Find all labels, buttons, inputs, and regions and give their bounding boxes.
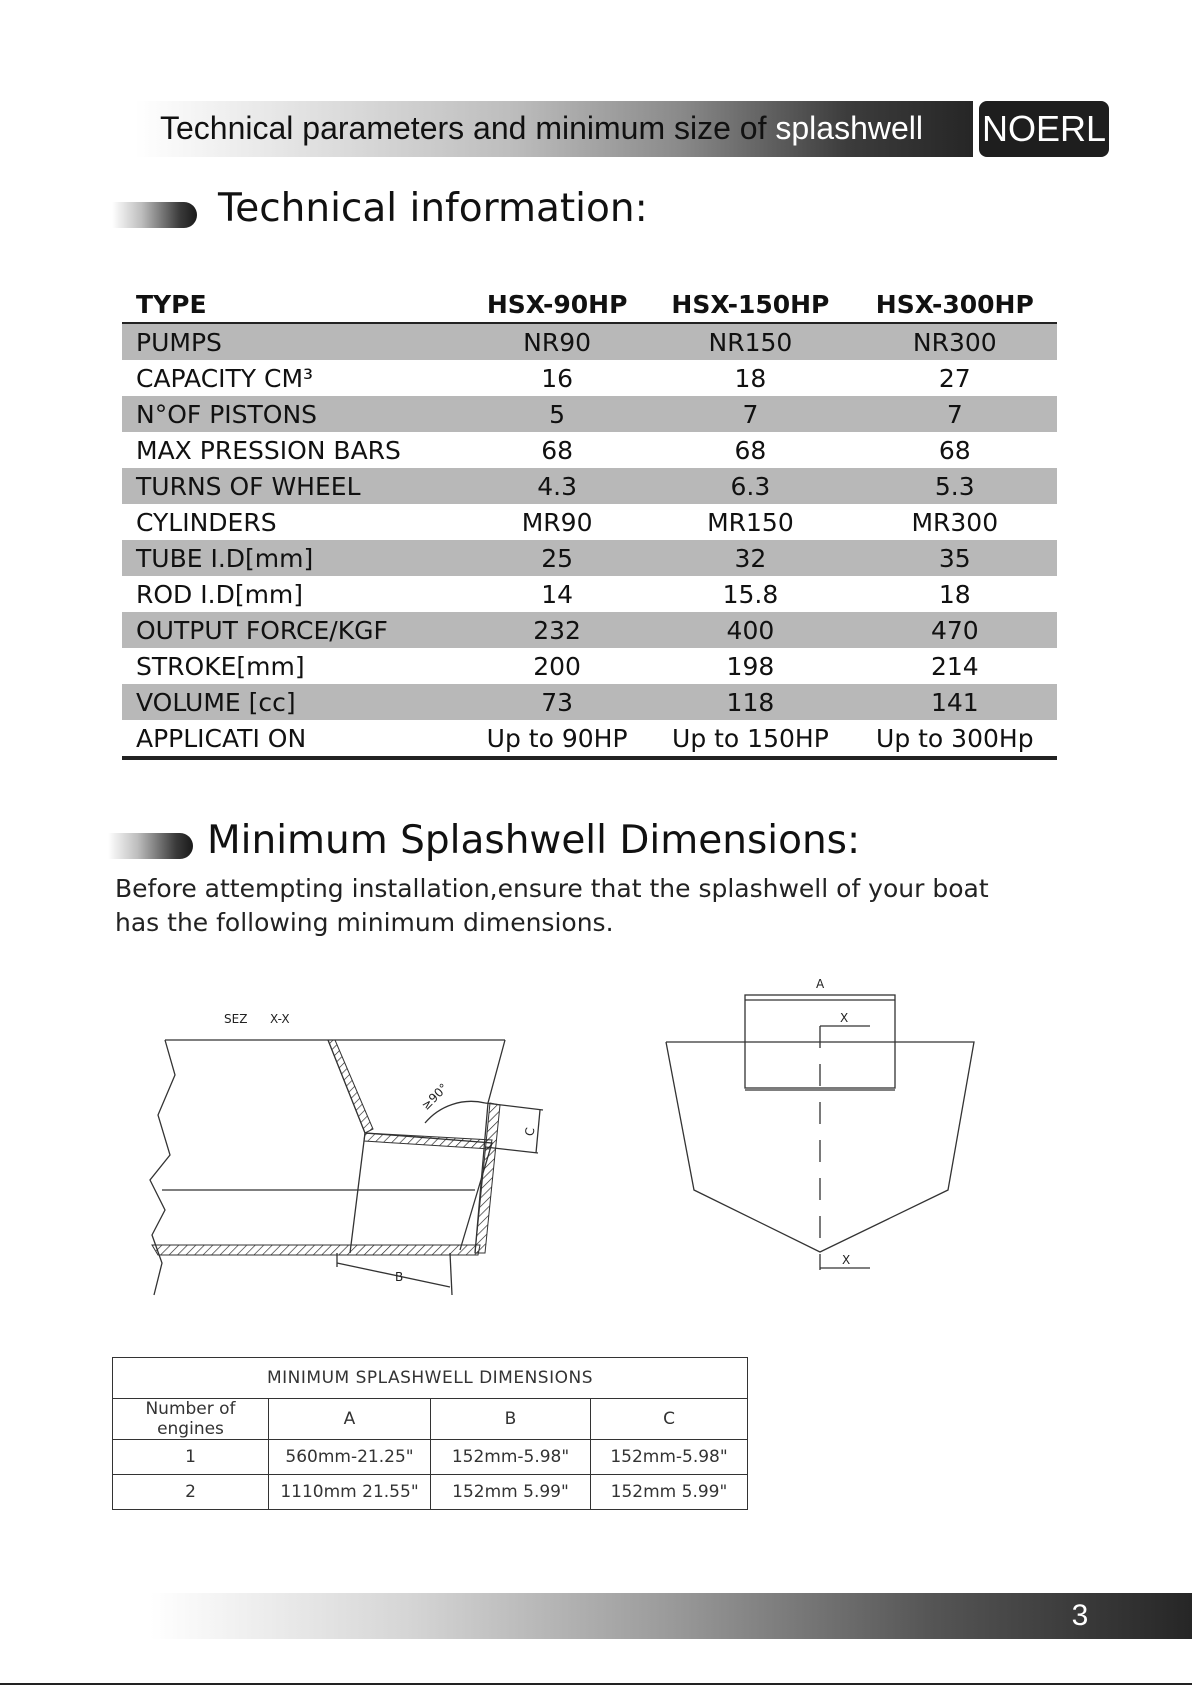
table-row bbox=[122, 360, 1057, 396]
table-cell: Up to 90HP bbox=[466, 720, 648, 758]
table-cell: 4.3 bbox=[466, 468, 648, 504]
table-cell: 68 bbox=[734, 435, 767, 465]
section-drawing bbox=[140, 995, 580, 1315]
table-cell: 32 bbox=[648, 540, 852, 576]
table-cell: NR150 bbox=[648, 323, 852, 360]
table-cell: 400 bbox=[648, 612, 852, 648]
wall-hatch bbox=[328, 1040, 373, 1133]
table-row bbox=[122, 576, 1057, 612]
table-cell: 152mm-5.98" bbox=[431, 1440, 591, 1475]
row-label: PUMPS bbox=[122, 323, 466, 360]
table-cell: 2 bbox=[113, 1475, 269, 1510]
table-cell: 14 bbox=[541, 579, 574, 609]
row-label: VOLUME [cc] bbox=[122, 684, 466, 720]
table-cell: 7 bbox=[853, 396, 1057, 432]
table-cell: 152mm-5.98" bbox=[591, 1440, 748, 1475]
dim-c-label: C bbox=[522, 1126, 538, 1138]
dim-col-header: A bbox=[269, 1399, 431, 1440]
row-label: MAX PRESSION BARS bbox=[136, 435, 401, 465]
footer-bar bbox=[150, 1593, 1192, 1639]
axis-x-bottom-label: X bbox=[842, 1253, 851, 1267]
table-cell: 141 bbox=[853, 684, 1057, 720]
dimensions-caption-row bbox=[113, 1358, 748, 1399]
row-label: OUTPUT FORCE/KGF bbox=[122, 612, 466, 648]
table-cell: 200 bbox=[533, 651, 581, 681]
tech-col-header: HSX-300HP bbox=[853, 286, 1057, 323]
row-label: ROD I.D[mm] bbox=[136, 579, 304, 609]
table-cell: 198 bbox=[726, 651, 775, 681]
transom-drawing bbox=[660, 970, 990, 1280]
table-row bbox=[122, 648, 1057, 684]
splash-intro-text bbox=[115, 872, 1075, 940]
transom-outline bbox=[666, 995, 974, 1270]
table-cell: 1 bbox=[113, 1440, 269, 1475]
dim-b-label: B bbox=[395, 1270, 404, 1284]
table-row bbox=[122, 396, 1057, 432]
table-row bbox=[113, 1475, 748, 1510]
table-cell: 152mm 5.99" bbox=[591, 1475, 748, 1510]
header-title-dark: Technical parameters and minimum size of bbox=[160, 110, 767, 146]
table-cell: 25 bbox=[466, 540, 648, 576]
table-cell: 152mm 5.99" bbox=[431, 1475, 591, 1510]
table-cell: 118 bbox=[648, 684, 852, 720]
dimensions-header-row bbox=[113, 1399, 748, 1440]
table-cell: 7 bbox=[648, 396, 852, 432]
dim-col-header: Number of engines bbox=[113, 1399, 269, 1440]
intro-line-2: has the following minimum dimensions. bbox=[115, 908, 614, 937]
table-row bbox=[122, 720, 1057, 758]
table-cell: 35 bbox=[853, 540, 1057, 576]
tech-col-header: HSX-150HP bbox=[648, 286, 852, 323]
table-cell: MR90 bbox=[521, 507, 593, 537]
dim-col-header: B bbox=[431, 1399, 591, 1440]
table-cell: 27 bbox=[938, 363, 971, 393]
table-cell: 68 bbox=[938, 435, 971, 465]
table-cell: MR300 bbox=[911, 507, 999, 537]
table-cell: MR150 bbox=[707, 507, 794, 537]
row-label: N°OF PISTONS bbox=[122, 396, 466, 432]
table-row bbox=[122, 684, 1057, 720]
floor-hatch bbox=[364, 1133, 492, 1149]
table-row bbox=[122, 540, 1057, 576]
section-bullet-icon bbox=[108, 833, 193, 859]
row-label: CYLINDERS bbox=[136, 507, 277, 537]
table-row bbox=[122, 323, 1057, 360]
table-cell: NR300 bbox=[853, 323, 1057, 360]
section-name-label: SEZ bbox=[224, 1012, 248, 1026]
section-axis-label: X-X bbox=[270, 1012, 290, 1026]
dim-col-header: C bbox=[591, 1399, 748, 1440]
table-cell: 6.3 bbox=[648, 468, 852, 504]
transom-hatch bbox=[475, 1103, 500, 1253]
dimensions-table bbox=[112, 1357, 748, 1510]
table-cell: 15.8 bbox=[722, 579, 779, 609]
row-label: TUBE I.D[mm] bbox=[122, 540, 466, 576]
intro-line-1: Before attempting installation,ensure that the splashwell of your boat bbox=[115, 874, 989, 903]
table-cell: 214 bbox=[930, 651, 979, 681]
tech-table bbox=[122, 286, 1057, 760]
page-number: 3 bbox=[1071, 1599, 1089, 1632]
table-cell: 470 bbox=[853, 612, 1057, 648]
table-cell: 232 bbox=[466, 612, 648, 648]
table-cell: 1110mm 21.55" bbox=[269, 1475, 431, 1510]
dim-a-label: A bbox=[816, 977, 825, 991]
row-label: TURNS OF WHEEL bbox=[122, 468, 466, 504]
tech-table-header-row bbox=[122, 286, 1057, 323]
axis-x-top-label: X bbox=[840, 1011, 849, 1025]
table-cell: 16 bbox=[541, 363, 574, 393]
row-label: STROKE[mm] bbox=[136, 651, 305, 681]
angle-label: ≥90° bbox=[418, 1080, 451, 1113]
table-cell: 560mm-21.25" bbox=[269, 1440, 431, 1475]
table-cell: Up to 300Hp bbox=[853, 720, 1057, 758]
tech-section-title: Technical information: bbox=[218, 186, 648, 231]
table-cell: NR90 bbox=[466, 323, 648, 360]
table-cell: 73 bbox=[466, 684, 648, 720]
row-label: CAPACITY CM³ bbox=[136, 363, 314, 393]
header-title bbox=[160, 106, 923, 150]
tech-col-header: HSX-90HP bbox=[466, 286, 648, 323]
table-row bbox=[122, 432, 1057, 468]
dimensions-caption: MINIMUM SPLASHWELL DIMENSIONS bbox=[113, 1358, 748, 1399]
splash-section-title: Minimum Splashwell Dimensions: bbox=[207, 818, 861, 863]
table-cell: 68 bbox=[541, 435, 574, 465]
table-cell: 5.3 bbox=[853, 468, 1057, 504]
brand-logo: NOERL bbox=[979, 101, 1109, 157]
table-row bbox=[122, 612, 1057, 648]
table-cell: 18 bbox=[734, 363, 767, 393]
header-title-highlight: splashwell bbox=[775, 110, 923, 146]
table-cell: 5 bbox=[466, 396, 648, 432]
bottom-hatch bbox=[152, 1245, 480, 1255]
table-cell: 18 bbox=[938, 579, 971, 609]
section-bullet-icon bbox=[112, 202, 197, 228]
table-cell: Up to 150HP bbox=[648, 720, 852, 758]
table-row bbox=[122, 504, 1057, 540]
tech-col-header: TYPE bbox=[122, 286, 466, 323]
table-row bbox=[113, 1440, 748, 1475]
table-row bbox=[122, 468, 1057, 504]
row-label: APPLICATI ON bbox=[122, 720, 466, 758]
